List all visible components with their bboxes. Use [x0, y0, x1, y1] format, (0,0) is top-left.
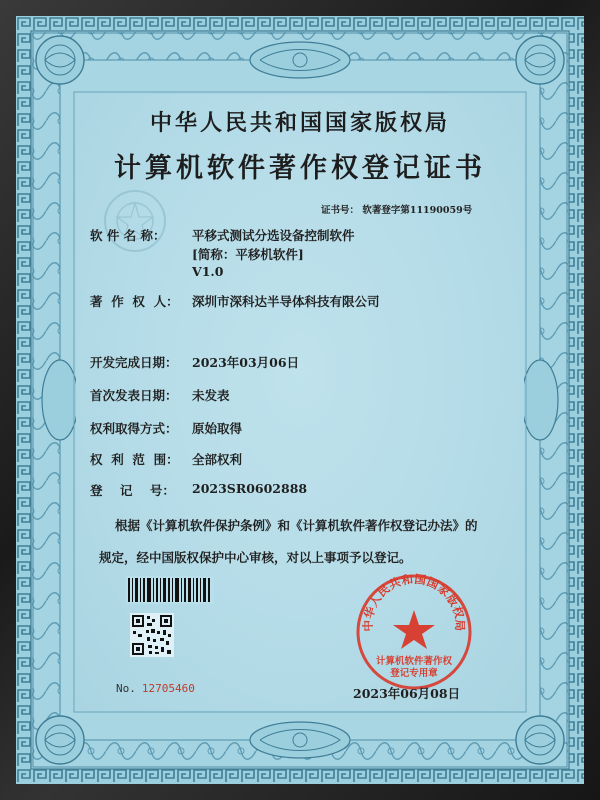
- issuer-title: 中华人民共和国国家版权局: [149, 110, 450, 136]
- seal-ring-text: 中华人民共和国国家版权局: [360, 572, 468, 632]
- rights-scope-value: 全部权利: [192, 452, 243, 467]
- certificate-number-label: 证书号：: [321, 205, 360, 216]
- rights-scope-label: 权 利 范 围：: [90, 452, 179, 467]
- qr-code-icon: [130, 613, 174, 657]
- serial-number-value: 12705460: [141, 682, 195, 695]
- registration-number-label: 登 记 号：: [90, 483, 175, 498]
- certificate-title: 计算机软件著作权登记证书: [114, 153, 486, 184]
- copyright-owner-label: 著 作 权 人：: [90, 294, 179, 309]
- first-publication-label: 首次发表日期：: [90, 388, 178, 403]
- software-version: V1.0: [192, 264, 224, 279]
- serial-number-label: No.: [116, 682, 136, 695]
- statement-text: [99, 510, 519, 574]
- acquisition-method-value: 原始取得: [192, 421, 243, 436]
- first-publication-value: 未发表: [192, 388, 230, 403]
- statement-line-1: 根据《计算机软件保护条例》和《计算机软件著作权登记办法》的: [115, 518, 478, 533]
- official-seal: [354, 572, 474, 692]
- seal-line-1: 计算机软件著作权: [375, 656, 453, 667]
- certificate-number: [321, 202, 472, 216]
- certificate-number-value: 软著登字第11190059号: [362, 205, 473, 216]
- issue-date: 2023年06月08日: [353, 686, 461, 701]
- software-name-label: 软 件 名 称：: [90, 228, 166, 243]
- serial-number: [116, 682, 195, 695]
- emblem-watermark-icon: [100, 186, 170, 256]
- completion-date-label: 开发完成日期：: [90, 355, 178, 370]
- seal-line-2: 登记专用章: [390, 668, 438, 679]
- registration-number-value: 2023SR0602888: [192, 481, 308, 496]
- seal-star-icon: [393, 610, 435, 649]
- certificate-paper: [16, 16, 584, 784]
- software-short-name: [简称：平移机软件]: [192, 247, 304, 262]
- completion-date-value: 2023年03月06日: [192, 355, 300, 370]
- acquisition-method-label: 权利取得方式：: [90, 421, 178, 436]
- copyright-owner-value: 深圳市深科达半导体科技有限公司: [192, 294, 380, 309]
- statement-line-2: 规定，经中国版权保护中心审核，对以上事项予以登记。: [99, 550, 412, 565]
- software-name-value: 平移式测试分选设备控制软件: [192, 228, 355, 243]
- barcode-icon: [126, 576, 214, 604]
